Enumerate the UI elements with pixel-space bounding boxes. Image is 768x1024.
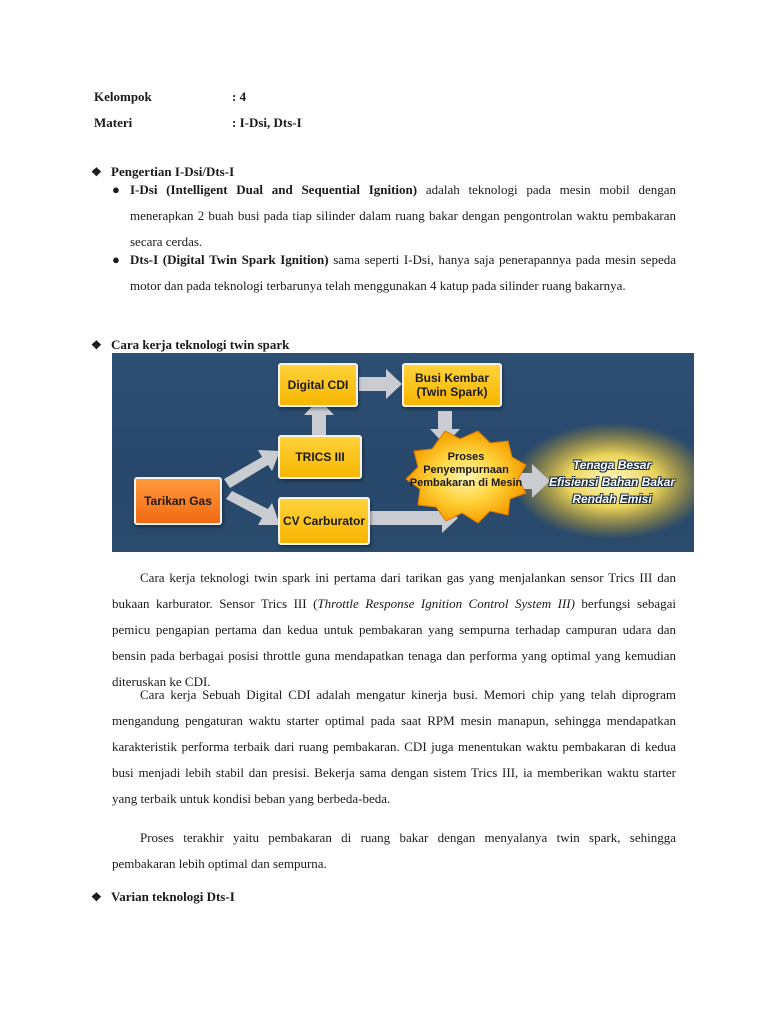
paragraph-2 — [112, 682, 676, 812]
para1-text-a: Cara kerja teknologi twin spark ini pertama dari tarikan gas yang menjalankan sensor Trics III dan bukaan karburator. Sensor Trics III ( — [112, 570, 676, 611]
para2-text: Cara kerja Sebuah Digital CDI adalah mengatur kinerja busi. Memori chip yang telah diprogram mengandung pengaturan waktu starter optimal pada saat RPM mesin manapun, sehingga mendapatkan karakteristik performa terbaik dari ruang pembakaran. CDI juga menentukan waktu pembakaran di kedua busi menjadi lebih stabil dan presisi. Bekerja sama dengan sistem Trics III, ia memberikan waktu starter yang terbaik untuk kondisi beban yang berbeda-beda. — [112, 687, 676, 806]
proses-label: Proses Penyempurnaan Pembakaran di Mesin — [409, 451, 523, 489]
arrow-gas-to-trics — [224, 450, 280, 488]
materi-value: : I-Dsi, Dts-I — [232, 115, 302, 130]
bullet-dot-icon: ● — [112, 182, 120, 197]
box-busi-kembar: Busi Kembar (Twin Spark) — [402, 363, 502, 407]
kelompok-value: : 4 — [232, 89, 247, 104]
arrow-cdi-to-busi — [359, 369, 402, 399]
para3-text: Proses terakhir yaitu pembakaran di ruang bakar dengan menyalanya twin spark, sehingga pembakaran lebih optimal dan sempurna. — [112, 830, 676, 871]
box-trics: TRICS III — [278, 435, 362, 479]
diamond-bullet-icon: ❖ — [91, 890, 102, 904]
bullet-term: Dts-I (Digital Twin Spark Ignition) — [130, 252, 329, 267]
bullet-item-idsi — [112, 177, 676, 255]
result-efisiensi: Efisiensi Bahan Bakar — [548, 475, 676, 489]
result-tenaga: Tenaga Besar — [572, 458, 652, 472]
bullet-item-dtsi — [112, 247, 676, 299]
section-title: Varian teknologi Dts-I — [111, 889, 235, 904]
diamond-bullet-icon: ❖ — [91, 338, 102, 352]
para1-italic: Throttle Response Ignition Control System III) — [317, 596, 575, 611]
twin-spark-diagram — [112, 353, 694, 552]
materi-label: Materi — [94, 115, 133, 130]
bullet-text: sama seperti I-Dsi, hanya saja penerapannya pada mesin sepeda motor dan pada teknologi terbarunya telah menggunakan 4 katup pada silinder ruang bakarnya. — [130, 252, 676, 293]
result-emisi: Rendah Emisi — [572, 492, 652, 506]
section-title: Pengertian I-Dsi/Dts-I — [111, 164, 235, 179]
arrow-gas-to-cv — [226, 491, 280, 525]
kelompok-label: Kelompok — [94, 89, 152, 104]
section-title: Cara kerja teknologi twin spark — [111, 337, 290, 352]
section-heading-cara-kerja — [91, 337, 289, 353]
box-cv-carburator: CV Carburator — [278, 497, 370, 545]
bullet-dot-icon: ● — [112, 252, 120, 267]
section-heading-varian — [91, 889, 235, 905]
meta-kelompok — [94, 89, 246, 105]
para1-text-b: berfungsi sebagai pemicu pengapian pertama dan kedua untuk pembakaran yang sempurna terhadap campuran udara dan bensin pada berbagai posisi throttle guna mendapatkan tenaga dan performa yang optimal yang kemudian diteruskan ke CDI. — [112, 596, 677, 689]
box-tarikan-gas: Tarikan Gas — [134, 477, 222, 525]
bullet-text: adalah teknologi pada mesin mobil dengan menerapkan 2 buah busi pada tiap silinder dalam ruang bakar dengan pengontrolan waktu pembakaran secara cerdas. — [130, 182, 677, 249]
bullet-term: I-Dsi (Intelligent Dual and Sequential Ignition) — [130, 182, 418, 197]
box-digital-cdi: Digital CDI — [278, 363, 358, 407]
paragraph-1 — [112, 565, 676, 695]
meta-materi — [94, 115, 302, 131]
paragraph-3 — [112, 825, 676, 877]
diamond-bullet-icon: ❖ — [91, 165, 102, 179]
